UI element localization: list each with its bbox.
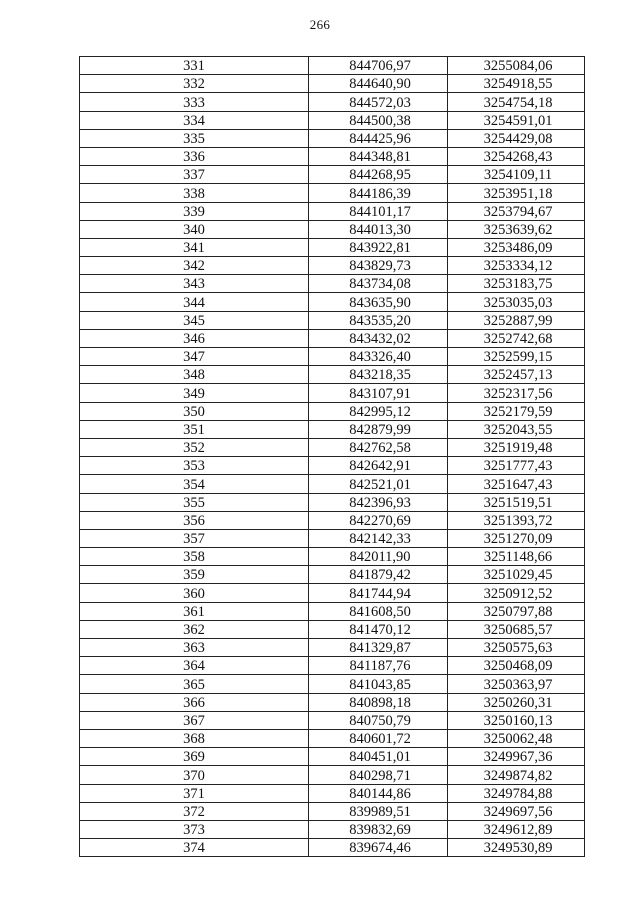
x-coordinate-cell: 844101,17 bbox=[309, 202, 448, 220]
point-number-cell: 338 bbox=[80, 184, 309, 202]
point-number-cell: 334 bbox=[80, 111, 309, 129]
point-number-cell: 374 bbox=[80, 839, 309, 857]
point-number-cell: 349 bbox=[80, 384, 309, 402]
table-row bbox=[80, 493, 585, 511]
table-row bbox=[80, 184, 585, 202]
table-row bbox=[80, 402, 585, 420]
y-coordinate-cell: 3250797,88 bbox=[448, 602, 585, 620]
y-coordinate-cell: 3249967,36 bbox=[448, 748, 585, 766]
point-number-cell: 352 bbox=[80, 438, 309, 456]
y-coordinate-cell: 3249874,82 bbox=[448, 766, 585, 784]
y-coordinate-cell: 3253334,12 bbox=[448, 257, 585, 275]
y-coordinate-cell: 3251519,51 bbox=[448, 493, 585, 511]
y-coordinate-cell: 3251777,43 bbox=[448, 457, 585, 475]
x-coordinate-cell: 842879,99 bbox=[309, 420, 448, 438]
x-coordinate-cell: 840601,72 bbox=[309, 729, 448, 747]
x-coordinate-cell: 844500,38 bbox=[309, 111, 448, 129]
y-coordinate-cell: 3250575,63 bbox=[448, 639, 585, 657]
x-coordinate-cell: 840898,18 bbox=[309, 693, 448, 711]
table-row bbox=[80, 147, 585, 165]
x-coordinate-cell: 844706,97 bbox=[309, 57, 448, 75]
point-number-cell: 366 bbox=[80, 693, 309, 711]
table-row bbox=[80, 202, 585, 220]
y-coordinate-cell: 3251029,45 bbox=[448, 566, 585, 584]
x-coordinate-cell: 841187,76 bbox=[309, 657, 448, 675]
table-row bbox=[80, 329, 585, 347]
point-number-cell: 365 bbox=[80, 675, 309, 693]
x-coordinate-cell: 841470,12 bbox=[309, 620, 448, 638]
x-coordinate-cell: 843535,20 bbox=[309, 311, 448, 329]
point-number-cell: 354 bbox=[80, 475, 309, 493]
x-coordinate-cell: 841043,85 bbox=[309, 675, 448, 693]
x-coordinate-cell: 841744,94 bbox=[309, 584, 448, 602]
table-row bbox=[80, 238, 585, 256]
y-coordinate-cell: 3253183,75 bbox=[448, 275, 585, 293]
table-row bbox=[80, 711, 585, 729]
table-row bbox=[80, 602, 585, 620]
x-coordinate-cell: 844186,39 bbox=[309, 184, 448, 202]
point-number-cell: 356 bbox=[80, 511, 309, 529]
table-row bbox=[80, 566, 585, 584]
x-coordinate-cell: 842642,91 bbox=[309, 457, 448, 475]
table-row bbox=[80, 384, 585, 402]
table-row bbox=[80, 839, 585, 857]
x-coordinate-cell: 842270,69 bbox=[309, 511, 448, 529]
x-coordinate-cell: 841879,42 bbox=[309, 566, 448, 584]
table-row bbox=[80, 620, 585, 638]
point-number-cell: 337 bbox=[80, 166, 309, 184]
x-coordinate-cell: 843829,73 bbox=[309, 257, 448, 275]
table-row bbox=[80, 311, 585, 329]
point-number-cell: 369 bbox=[80, 748, 309, 766]
coordinate-table-body bbox=[80, 57, 585, 857]
x-coordinate-cell: 843635,90 bbox=[309, 293, 448, 311]
x-coordinate-cell: 844348,81 bbox=[309, 147, 448, 165]
point-number-cell: 351 bbox=[80, 420, 309, 438]
y-coordinate-cell: 3249530,89 bbox=[448, 839, 585, 857]
page-number: 266 bbox=[309, 17, 331, 32]
point-number-cell: 359 bbox=[80, 566, 309, 584]
point-number-cell: 373 bbox=[80, 820, 309, 838]
point-number-cell: 361 bbox=[80, 602, 309, 620]
table-row bbox=[80, 220, 585, 238]
y-coordinate-cell: 3255084,06 bbox=[448, 57, 585, 75]
x-coordinate-cell: 841329,87 bbox=[309, 639, 448, 657]
point-number-cell: 358 bbox=[80, 548, 309, 566]
x-coordinate-cell: 843734,08 bbox=[309, 275, 448, 293]
x-coordinate-cell: 843922,81 bbox=[309, 238, 448, 256]
table-row bbox=[80, 166, 585, 184]
x-coordinate-cell: 842762,58 bbox=[309, 438, 448, 456]
x-coordinate-cell: 842011,90 bbox=[309, 548, 448, 566]
x-coordinate-cell: 844572,03 bbox=[309, 93, 448, 111]
point-number-cell: 344 bbox=[80, 293, 309, 311]
y-coordinate-cell: 3254429,08 bbox=[448, 129, 585, 147]
x-coordinate-cell: 839832,69 bbox=[309, 820, 448, 838]
table-row bbox=[80, 820, 585, 838]
x-coordinate-cell: 844425,96 bbox=[309, 129, 448, 147]
x-coordinate-cell: 844640,90 bbox=[309, 75, 448, 93]
y-coordinate-cell: 3250062,48 bbox=[448, 729, 585, 747]
coordinate-table-container bbox=[79, 56, 584, 857]
table-row bbox=[80, 293, 585, 311]
table-row bbox=[80, 766, 585, 784]
table-row bbox=[80, 348, 585, 366]
point-number-cell: 357 bbox=[80, 529, 309, 547]
y-coordinate-cell: 3253486,09 bbox=[448, 238, 585, 256]
y-coordinate-cell: 3254754,18 bbox=[448, 93, 585, 111]
point-number-cell: 347 bbox=[80, 348, 309, 366]
table-row bbox=[80, 657, 585, 675]
x-coordinate-cell: 842995,12 bbox=[309, 402, 448, 420]
table-row bbox=[80, 584, 585, 602]
x-coordinate-cell: 844268,95 bbox=[309, 166, 448, 184]
table-row bbox=[80, 639, 585, 657]
table-row bbox=[80, 511, 585, 529]
x-coordinate-cell: 842142,33 bbox=[309, 529, 448, 547]
point-number-cell: 370 bbox=[80, 766, 309, 784]
point-number-cell: 362 bbox=[80, 620, 309, 638]
y-coordinate-cell: 3251647,43 bbox=[448, 475, 585, 493]
x-coordinate-cell: 842521,01 bbox=[309, 475, 448, 493]
x-coordinate-cell: 842396,93 bbox=[309, 493, 448, 511]
table-row bbox=[80, 475, 585, 493]
y-coordinate-cell: 3251919,48 bbox=[448, 438, 585, 456]
table-row bbox=[80, 548, 585, 566]
y-coordinate-cell: 3250160,13 bbox=[448, 711, 585, 729]
point-number-cell: 332 bbox=[80, 75, 309, 93]
y-coordinate-cell: 3249697,56 bbox=[448, 802, 585, 820]
point-number-cell: 341 bbox=[80, 238, 309, 256]
point-number-cell: 340 bbox=[80, 220, 309, 238]
y-coordinate-cell: 3253639,62 bbox=[448, 220, 585, 238]
point-number-cell: 350 bbox=[80, 402, 309, 420]
table-row bbox=[80, 93, 585, 111]
table-row bbox=[80, 420, 585, 438]
table-row bbox=[80, 675, 585, 693]
table-row bbox=[80, 693, 585, 711]
y-coordinate-cell: 3252043,55 bbox=[448, 420, 585, 438]
y-coordinate-cell: 3252599,15 bbox=[448, 348, 585, 366]
point-number-cell: 336 bbox=[80, 147, 309, 165]
point-number-cell: 342 bbox=[80, 257, 309, 275]
x-coordinate-cell: 843432,02 bbox=[309, 329, 448, 347]
y-coordinate-cell: 3249612,89 bbox=[448, 820, 585, 838]
x-coordinate-cell: 843326,40 bbox=[309, 348, 448, 366]
point-number-cell: 367 bbox=[80, 711, 309, 729]
table-row bbox=[80, 75, 585, 93]
x-coordinate-cell: 840298,71 bbox=[309, 766, 448, 784]
point-number-cell: 335 bbox=[80, 129, 309, 147]
table-row bbox=[80, 111, 585, 129]
y-coordinate-cell: 3249784,88 bbox=[448, 784, 585, 802]
point-number-cell: 372 bbox=[80, 802, 309, 820]
y-coordinate-cell: 3254918,55 bbox=[448, 75, 585, 93]
point-number-cell: 364 bbox=[80, 657, 309, 675]
point-number-cell: 339 bbox=[80, 202, 309, 220]
point-number-cell: 355 bbox=[80, 493, 309, 511]
table-row bbox=[80, 729, 585, 747]
y-coordinate-cell: 3254268,43 bbox=[448, 147, 585, 165]
table-row bbox=[80, 784, 585, 802]
table-row bbox=[80, 802, 585, 820]
y-coordinate-cell: 3251270,09 bbox=[448, 529, 585, 547]
y-coordinate-cell: 3253035,03 bbox=[448, 293, 585, 311]
table-row bbox=[80, 366, 585, 384]
point-number-cell: 363 bbox=[80, 639, 309, 657]
y-coordinate-cell: 3251148,66 bbox=[448, 548, 585, 566]
x-coordinate-cell: 844013,30 bbox=[309, 220, 448, 238]
point-number-cell: 333 bbox=[80, 93, 309, 111]
x-coordinate-cell: 839674,46 bbox=[309, 839, 448, 857]
table-row bbox=[80, 457, 585, 475]
table-row bbox=[80, 748, 585, 766]
y-coordinate-cell: 3252179,59 bbox=[448, 402, 585, 420]
y-coordinate-cell: 3250912,52 bbox=[448, 584, 585, 602]
point-number-cell: 346 bbox=[80, 329, 309, 347]
point-number-cell: 345 bbox=[80, 311, 309, 329]
y-coordinate-cell: 3252457,13 bbox=[448, 366, 585, 384]
point-number-cell: 360 bbox=[80, 584, 309, 602]
x-coordinate-cell: 843218,35 bbox=[309, 366, 448, 384]
x-coordinate-cell: 840750,79 bbox=[309, 711, 448, 729]
coordinate-table bbox=[79, 56, 585, 857]
y-coordinate-cell: 3250363,97 bbox=[448, 675, 585, 693]
y-coordinate-cell: 3252317,56 bbox=[448, 384, 585, 402]
table-row bbox=[80, 529, 585, 547]
table-row bbox=[80, 57, 585, 75]
x-coordinate-cell: 843107,91 bbox=[309, 384, 448, 402]
x-coordinate-cell: 840144,86 bbox=[309, 784, 448, 802]
y-coordinate-cell: 3250468,09 bbox=[448, 657, 585, 675]
y-coordinate-cell: 3250260,31 bbox=[448, 693, 585, 711]
table-row bbox=[80, 275, 585, 293]
table-row bbox=[80, 257, 585, 275]
y-coordinate-cell: 3252887,99 bbox=[448, 311, 585, 329]
y-coordinate-cell: 3250685,57 bbox=[448, 620, 585, 638]
point-number-cell: 348 bbox=[80, 366, 309, 384]
point-number-cell: 331 bbox=[80, 57, 309, 75]
x-coordinate-cell: 840451,01 bbox=[309, 748, 448, 766]
point-number-cell: 353 bbox=[80, 457, 309, 475]
y-coordinate-cell: 3254591,01 bbox=[448, 111, 585, 129]
y-coordinate-cell: 3251393,72 bbox=[448, 511, 585, 529]
point-number-cell: 368 bbox=[80, 729, 309, 747]
y-coordinate-cell: 3253951,18 bbox=[448, 184, 585, 202]
table-row bbox=[80, 129, 585, 147]
point-number-cell: 343 bbox=[80, 275, 309, 293]
x-coordinate-cell: 841608,50 bbox=[309, 602, 448, 620]
x-coordinate-cell: 839989,51 bbox=[309, 802, 448, 820]
point-number-cell: 371 bbox=[80, 784, 309, 802]
y-coordinate-cell: 3252742,68 bbox=[448, 329, 585, 347]
y-coordinate-cell: 3254109,11 bbox=[448, 166, 585, 184]
table-row bbox=[80, 438, 585, 456]
y-coordinate-cell: 3253794,67 bbox=[448, 202, 585, 220]
